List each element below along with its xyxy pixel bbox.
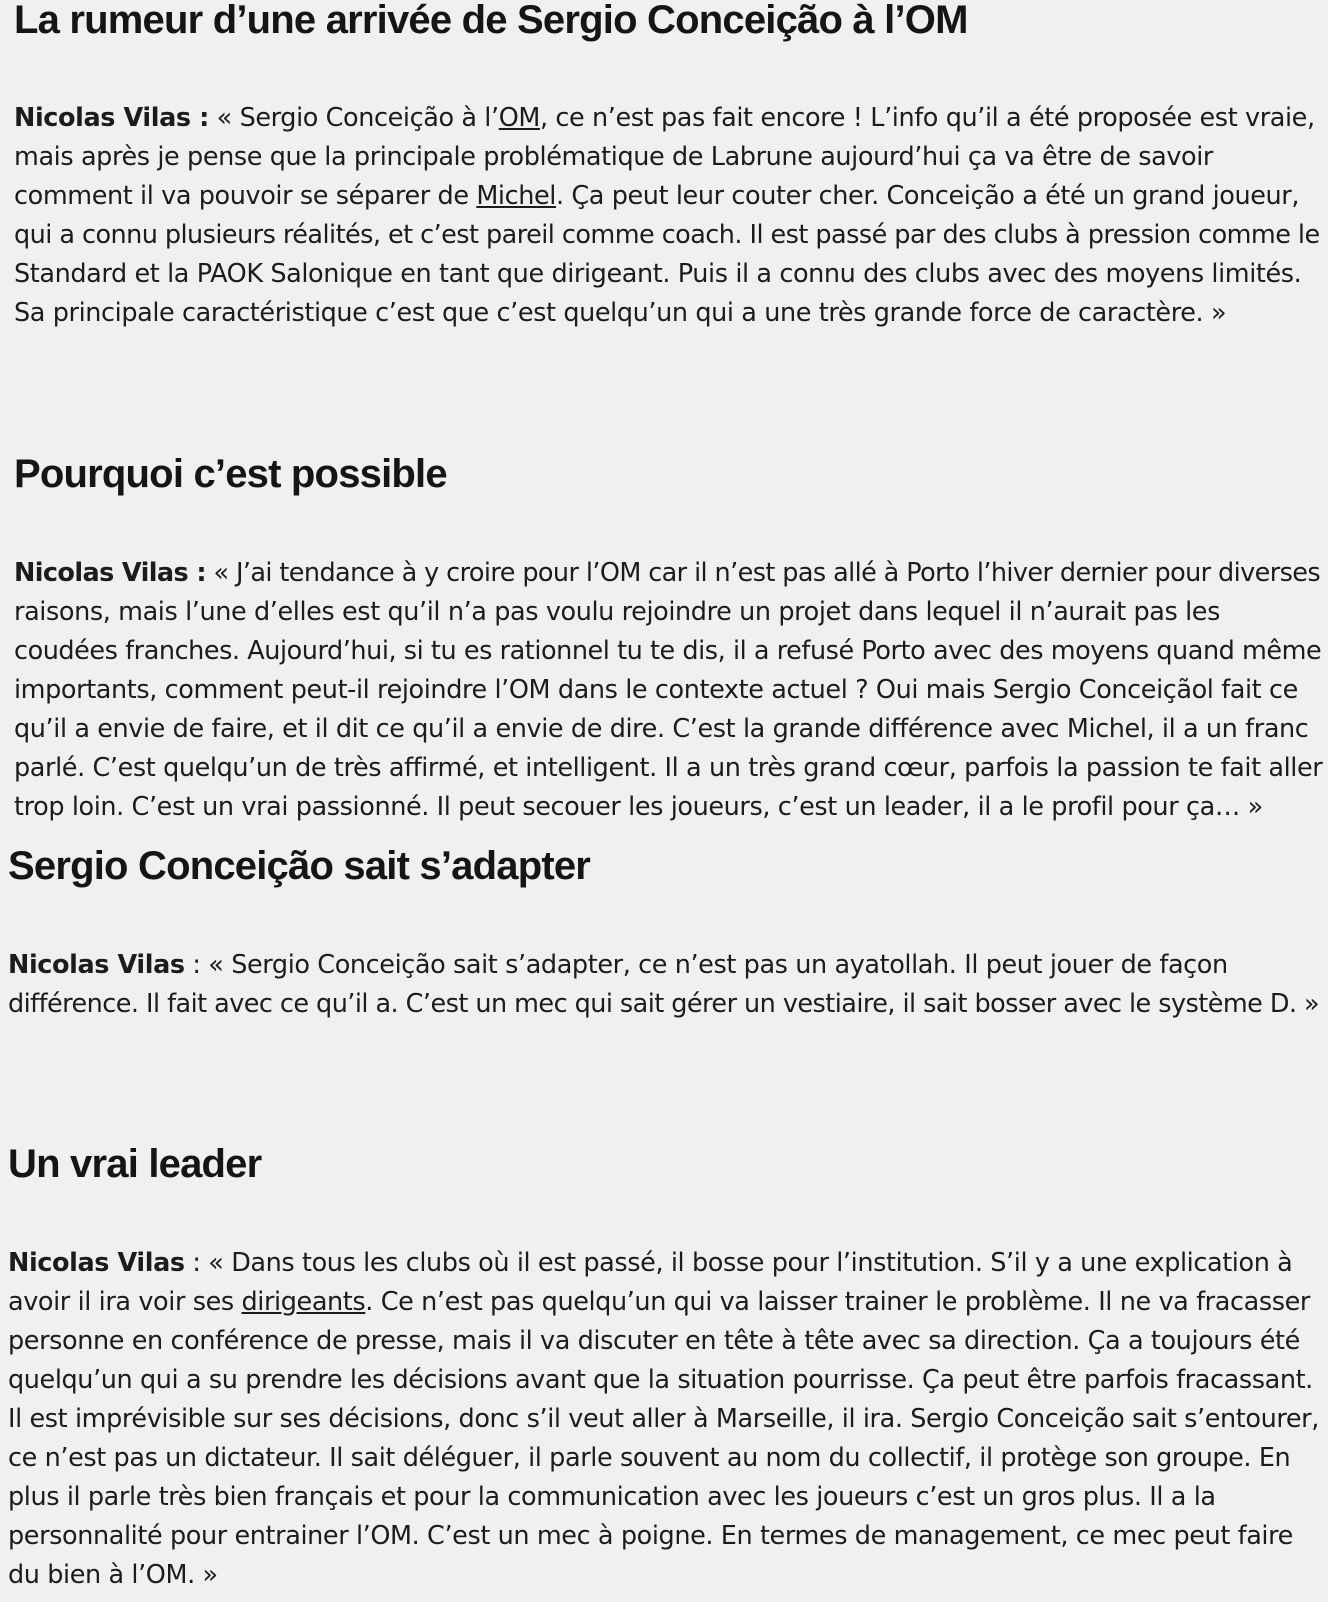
link-om[interactable]: OM [498,103,540,133]
text-segment: comment il va pouvoir se séparer de [14,181,477,211]
paragraph-line: trop loin. C’est un vrai passionné. Il peut secouer les joueurs, c’est un leader, il a le profil pour ça… » [14,792,1263,822]
link-michel[interactable]: Michel [476,181,556,211]
speaker-name: Nicolas Vilas : [14,103,209,133]
quote-paragraph [14,554,1324,827]
text-segment: . Ça peut leur couter cher. Conceição a été un grand joueur, [555,181,1300,211]
paragraph-line: du bien à l’OM. » [8,1560,218,1590]
paragraph-line: Il est imprévisible sur ses décisions, donc s’il veut aller à Marseille, il ira. Sergio Conceição sait s’entourer, [8,1404,1319,1434]
text-segment: : « Sergio Conceição sait s’adapter, ce n’est pas un ayatollah. Il peut jouer de façon [184,950,1228,980]
quote-paragraph [8,1244,1324,1595]
section-heading: La rumeur d’une arrivée de Sergio Conceição à l’OM [14,0,968,42]
paragraph-line [14,99,1324,138]
paragraph-line [8,1283,1324,1322]
paragraph-line: ce n’est pas un dictateur. Il sait déléguer, il parle souvent au nom du collectif, il protège son groupe. En [8,1443,1291,1473]
text-segment: : « Dans tous les clubs où il est passé, il bosse pour l’institution. S’il y a une explication à [184,1248,1293,1278]
paragraph-line: plus il parle très bien français et pour la communication avec les joueurs c’est un gros plus. Il a la [8,1482,1216,1512]
text-segment: avoir il ira voir ses [8,1287,242,1317]
link-dirigeants[interactable]: dirigeants [241,1287,366,1317]
speaker-name: Nicolas Vilas : [14,558,206,588]
paragraph-line: personnalité pour entrainer l’OM. C’est un mec à poigne. En termes de management, ce mec peut faire [8,1521,1293,1551]
speaker-name: Nicolas Vilas [8,950,185,980]
paragraph-line [14,177,1324,216]
paragraph-line: qu’il a envie de faire, et il dit ce qu’il a envie de dire. C’est la grande différence avec Michel, il a un franc [14,714,1309,744]
text-segment: « J’ai tendance à y croire pour l’OM car il n’est pas allé à Porto l’hiver dernier pour diverses [205,558,1321,588]
paragraph-line: personne en conférence de presse, mais il va discuter en tête à tête avec sa direction. Ça a toujours été [8,1326,1300,1356]
section-heading: Pourquoi c’est possible [14,452,447,496]
section-heading: Un vrai leader [8,1142,262,1186]
quote-paragraph [8,946,1324,1024]
paragraph-line [14,554,1324,593]
text-segment: « Sergio Conceição à l’ [208,103,499,133]
text-segment: , ce n’est pas fait encore ! L’info qu’il a été proposée est vraie, [539,103,1315,133]
paragraph-line: importants, comment peut-il rejoindre l’OM dans le contexte actuel ? Oui mais Sergio Conceiçãol fait ce [14,675,1298,705]
paragraph-line: parlé. C’est quelqu’un de très affirmé, et intelligent. Il a un très grand cœur, parfois la passion te fait aller [14,753,1323,783]
speaker-name: Nicolas Vilas [8,1248,185,1278]
paragraph-line: différence. Il fait avec ce qu’il a. C’est un mec qui sait gérer un vestiaire, il sait bosser avec le système D. » [8,989,1320,1019]
paragraph-line: mais après je pense que la principale problématique de Labrune aujourd’hui ça va être de savoir [14,142,1213,172]
quote-paragraph [14,99,1324,333]
section-heading: Sergio Conceição sait s’adapter [8,844,591,888]
paragraph-line [8,1244,1324,1283]
paragraph-line: Standard et la PAOK Salonique en tant que dirigeant. Puis il a connu des clubs avec des moyens limités. [14,259,1302,289]
paragraph-line: coudées franches. Aujourd’hui, si tu es rationnel tu te dis, il a refusé Porto avec des moyens quand même [14,636,1322,666]
paragraph-line: qui a connu plusieurs réalités, et c’est pareil comme coach. Il est passé par des clubs à pression comme le [14,220,1320,250]
paragraph-line: Sa principale caractéristique c’est que c’est quelqu’un qui a une très grande force de caractère. » [14,298,1227,328]
paragraph-line: raisons, mais l’une d’elles est qu’il n’a pas voulu rejoindre un projet dans lequel il n’aurait pas les [14,597,1220,627]
text-segment: . Ce n’est pas quelqu’un qui va laisser trainer le problème. Il ne va fracasser [365,1287,1310,1317]
paragraph-line: quelqu’un qui a su prendre les décisions avant que la situation pourrisse. Ça peut être parfois fracassant. [8,1365,1313,1395]
paragraph-line [8,946,1324,985]
